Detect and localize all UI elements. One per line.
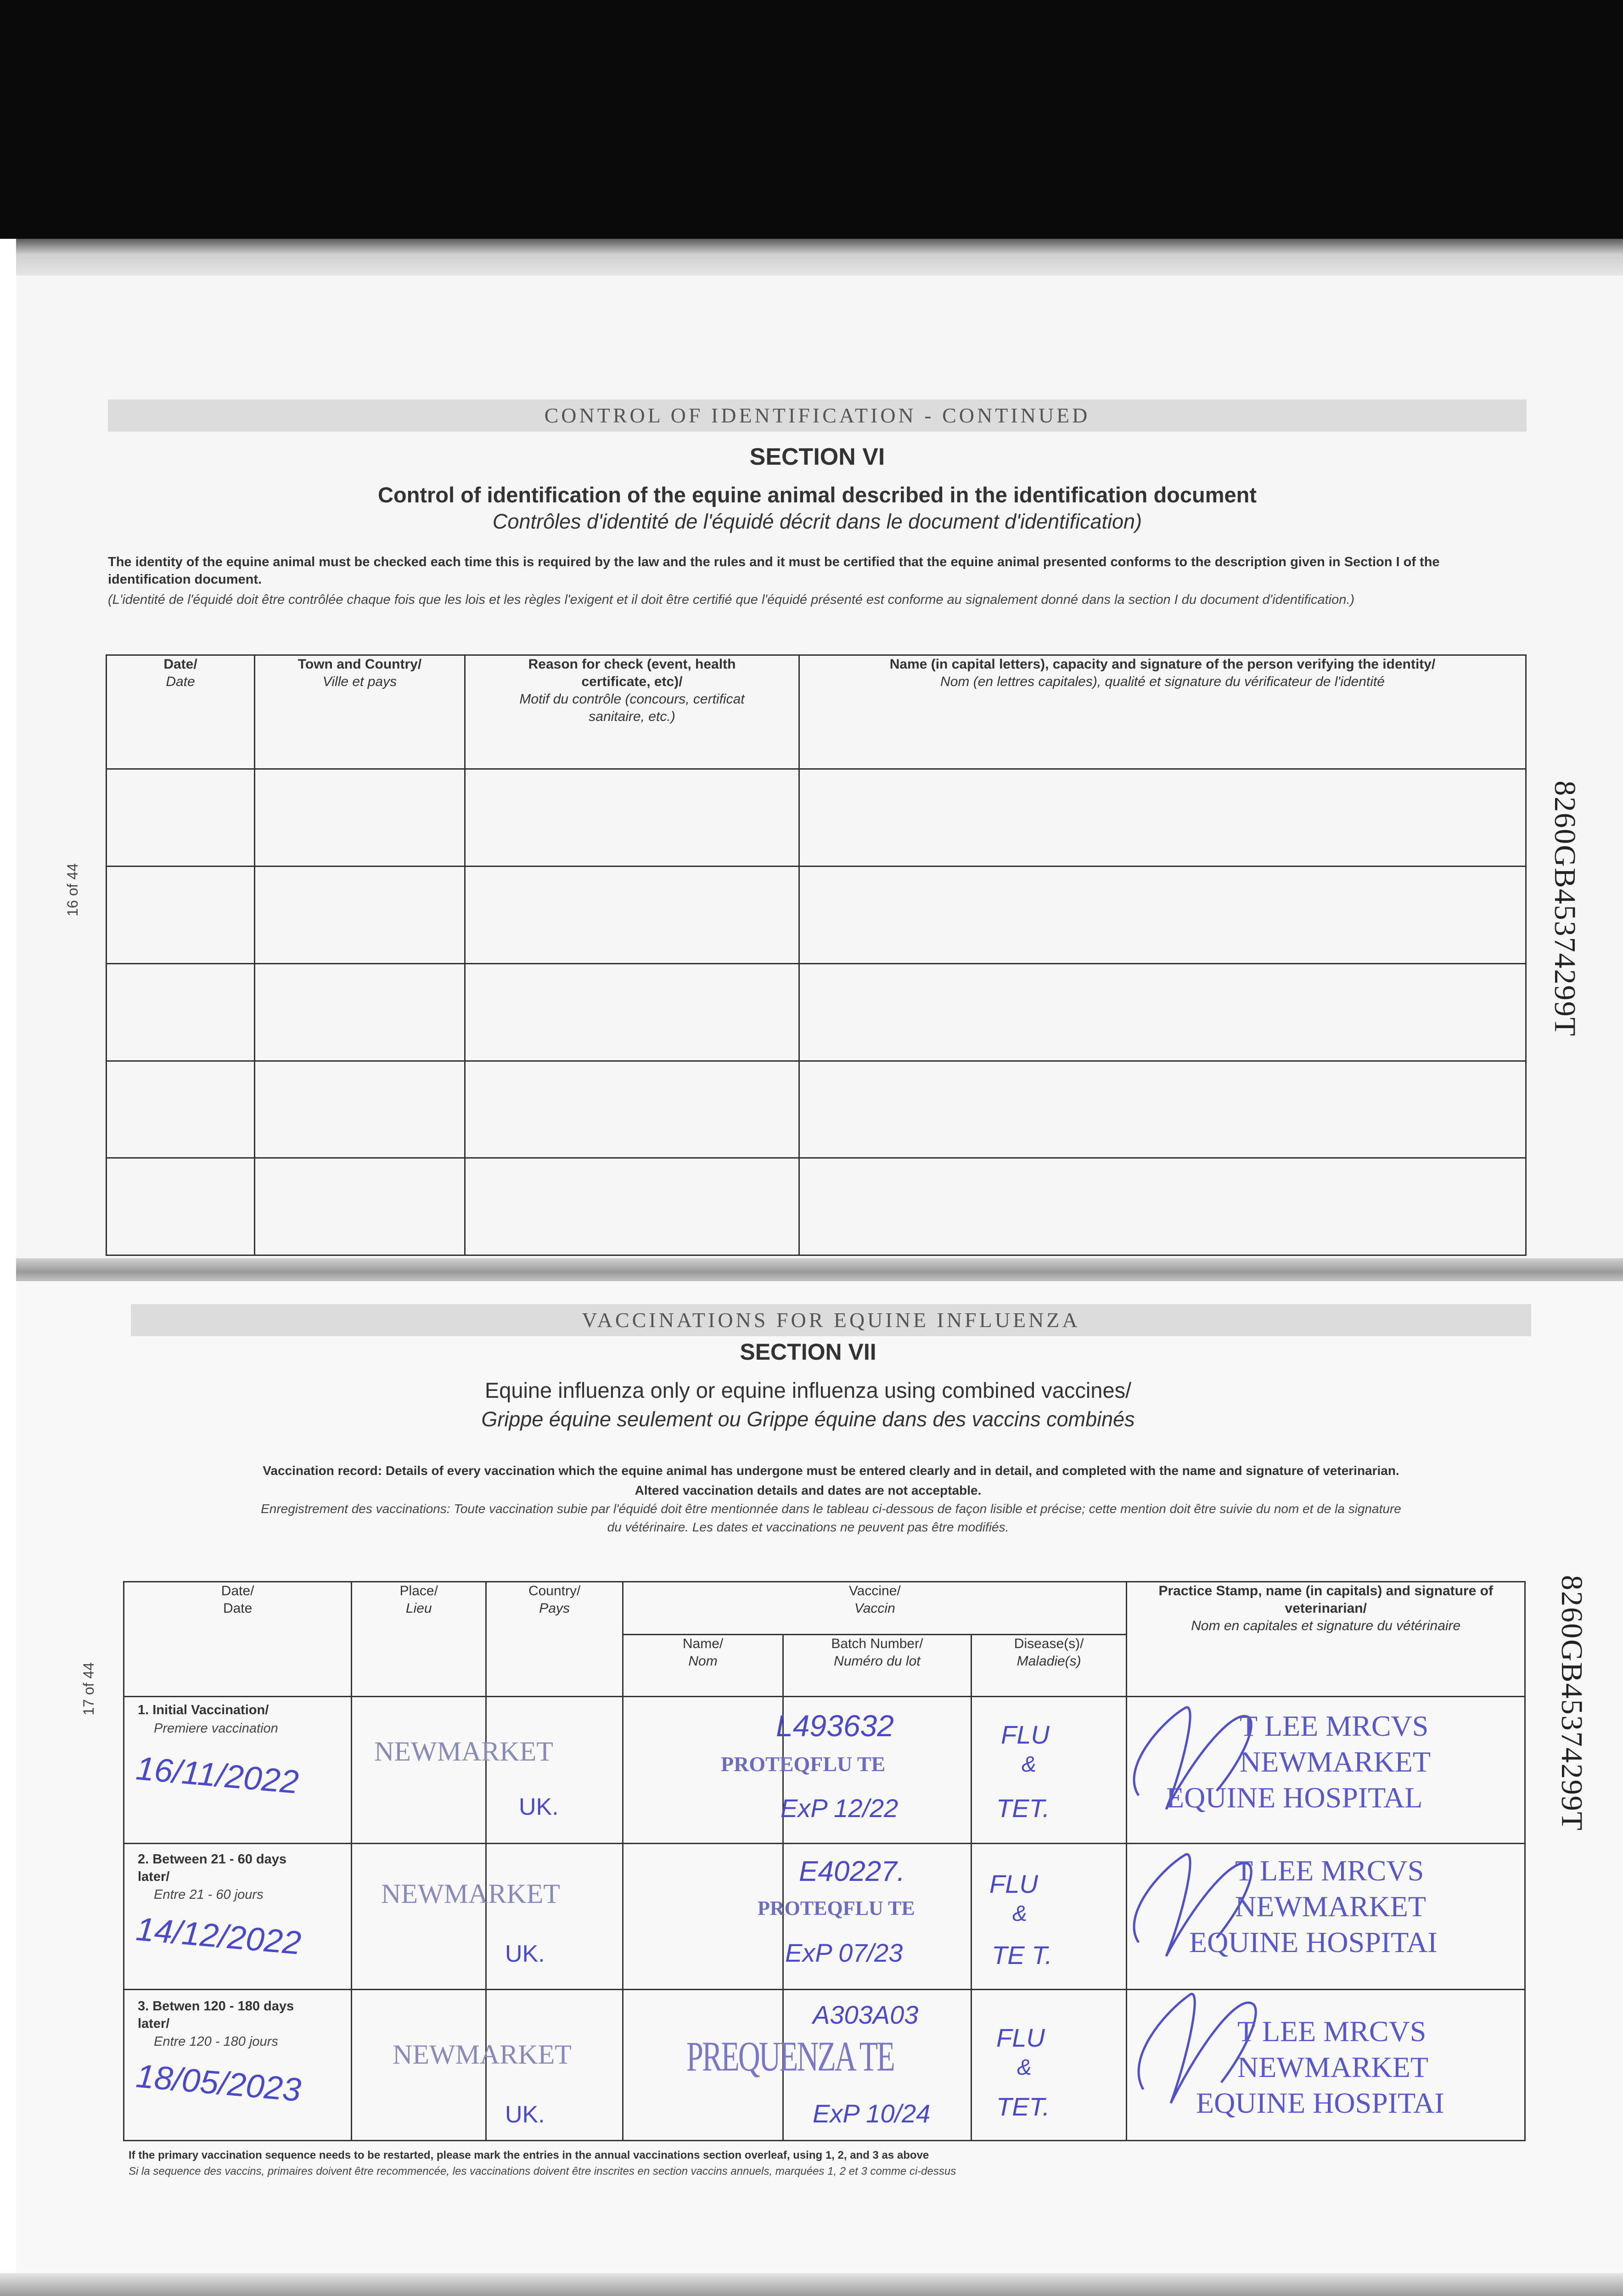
col-disease-header: Disease(s)/ Maladie(s) [971,1635,1127,1697]
section-6-intro-en: The identity of the equine animal must be checked each time this is required by the law and the rules and it must be certified that the equine animal presented conforms to the description given in Section I of the identification document. [108,555,1440,587]
section-6-intro-fr: (L'identité de l'équidé doit être contrôlée chaque fois que les lois et les règles l'exigent et il doit être certifié que l'équidé présenté est conforme au signalement donné dans la section I du document d'identification.) [108,592,1355,607]
col-country-header: Country/ Pays [486,1582,623,1697]
section-7-band: VACCINATIONS FOR EQUINE INFLUENZA [131,1304,1531,1336]
row-2-disease-2: & [1012,1902,1028,1926]
stamp-line: T LEE MRCVS [1240,1710,1429,1742]
section-6-subtitle-fr: Contrôles d'identité de l'équidé décrit dans le document d'identification) [492,510,1142,533]
table-cell[interactable] [799,963,1526,1061]
table-cell[interactable] [255,1061,465,1158]
page-number-17: 17 of 44 [80,1662,97,1716]
book-edge-top [16,239,1623,278]
table-cell[interactable] [465,1061,799,1158]
row-2-label-en: 2. Between 21 - 60 days later/ [138,1852,286,1884]
section-7-subtitle-en: Equine influenza only or equine influenza using combined vaccines/ [484,1378,1132,1402]
stamp-line: T LEE MRCVS [1235,1854,1424,1887]
row-2-place: NEWMARKET [381,1879,560,1909]
stamp-line: EQUINE HOSPITAI [1196,2087,1444,2119]
table-cell[interactable] [352,1844,486,1990]
table-cell[interactable] [352,1697,486,1844]
row-1-date: 16/11/2022 [134,1750,300,1801]
section-6-band: CONTROL OF IDENTIFICATION - CONTINUED [108,400,1527,432]
table-cell[interactable] [107,769,255,867]
section-7-footer-en: If the primary vaccination sequence needs to be restarted, please mark the entries in the annual vaccinations section overleaf, using 1, 2, and 3 as above [129,2149,929,2161]
section-6-title: SECTION VI [749,444,885,470]
table-cell[interactable] [799,769,1526,867]
row-3-disease-3: TET. [996,2092,1050,2121]
col-place-header: Place/ Lieu [352,1582,486,1697]
row-3-label-fr: Entre 120 - 180 jours [154,2034,278,2049]
col-stamp-header: Practice Stamp, name (in capitals) and signature of veterinarian/ Nom en capitales et signature du vétérinaire [1127,1582,1525,1697]
row-3-date: 18/05/2023 [134,2057,303,2109]
row-2-disease-3: TE T. [992,1941,1052,1970]
row-2-label-fr: Entre 21 - 60 jours [154,1887,264,1902]
table-cell[interactable] [107,867,255,964]
row-1-disease-2: & [1022,1752,1037,1777]
scan-background-top [0,0,1623,239]
row-2-stamp [1189,1853,1438,1960]
col-name-header: Name/ Nom [623,1635,783,1697]
row-1-stamp [1166,1708,1431,1816]
section-7-record-fr: Enregistrement des vaccinations: Toute vaccination subie par l'équidé doit être mentionnée dans le tableau ci-dessous de façon lisible et précise; cette mention doit être suivie du nom et de la signature [261,1502,1401,1516]
table-cell[interactable] [465,1158,799,1255]
row-3-disease-2: & [1017,2055,1032,2080]
row-3-expiry: ExP 10/24 [813,2099,931,2128]
row-1-batch: L493632 [776,1709,894,1743]
row-2-expiry: ExP 07/23 [785,1938,903,1967]
section-7-footer-fr: Si la sequence des vaccins, primaires doivent être recommencée, les vaccinations doivent être inscrites en section vaccins annuels, marquées 1, 2 et 3 comme ci-dessus [129,2165,956,2178]
col-date-header: Date/ Date [107,655,255,769]
stamp-line: NEWMARKET [1237,2051,1428,2083]
table-cell[interactable] [799,1061,1526,1158]
row-3-batch: A303A03 [813,2000,919,2029]
stamp-line: NEWMARKET [1235,1890,1426,1923]
table-cell[interactable] [255,963,465,1061]
row-3-place: NEWMARKET [393,2039,572,2070]
row-3-country: UK. [505,2101,545,2128]
side-id-number-top: 8260GB45374299T [1548,781,1582,1037]
section-6-subtitle-en: Control of identification of the equine animal described in the identification document [377,483,1257,507]
col-date-header: Date/ Date [124,1582,352,1697]
col-batch-header: Batch Number/ Numéro du lot [783,1635,971,1697]
table-cell[interactable] [255,1158,465,1255]
page-number-16: 16 of 44 [64,863,81,917]
stamp-line: NEWMARKET [1240,1745,1431,1778]
identification-check-table [106,654,1527,1256]
table-cell[interactable] [799,867,1526,964]
col-reason-header: Reason for check (event, health certificate, etc)/ Motif du contrôle (concours, certificat sanitaire, etc.) [465,655,799,769]
row-3-label-en: 3. Betwen 120 - 180 days later/ [138,1999,294,2031]
row-1-place: NEWMARKET [374,1736,553,1767]
section-7-record-en: Vaccination record: Details of every vaccination which the equine animal has undergone must be entered clearly and in detail, and completed with the name and signature of veterinarian. [263,1463,1399,1478]
row-2-date: 14/12/2022 [134,1910,303,1962]
row-3-disease-1: FLU [996,2023,1045,2052]
row-2-vaccine-name: PROTEQFLU TE [758,1897,915,1919]
table-cell[interactable] [255,769,465,867]
row-2-batch: E40227. [799,1856,905,1887]
col-town-header: Town and Country/ Ville et pays [255,655,465,769]
section-7-subtitle-fr: Grippe équine seulement ou Grippe équine dans des vaccins combinés [481,1407,1135,1431]
table-cell[interactable] [799,1158,1526,1255]
row-1-expiry: ExP 12/22 [781,1794,899,1823]
table-cell[interactable] [255,867,465,964]
section-7-record-en-2: Altered vaccination details and dates are not acceptable. [635,1483,982,1497]
row-2-disease-1: FLU [989,1869,1038,1898]
row-1-disease-1: FLU [1001,1720,1050,1749]
table-cell[interactable] [465,867,799,964]
table-cell[interactable] [107,963,255,1061]
table-cell[interactable] [107,1158,255,1255]
table-cell[interactable] [107,1061,255,1158]
table-cell[interactable] [465,963,799,1061]
stamp-line: EQUINE HOSPITAI [1189,1926,1438,1958]
col-verifier-header: Name (in capital letters), capacity and signature of the person verifying the identity/ Nom (en lettres capitales), qualité et signature du vérificateur de l'identité [799,655,1526,769]
side-id-number-bottom: 8260GB45374299T [1555,1575,1589,1831]
row-3-vaccine-name: PREQUENZA TE [686,2033,894,2080]
stamp-line: T LEE MRCVS [1237,2015,1426,2048]
book-edge-bottom [0,2273,1623,2296]
table-cell[interactable] [465,769,799,867]
row-1-disease-3: TET. [996,1794,1050,1823]
table-cell[interactable] [486,1697,623,1844]
row-3-stamp [1196,2014,1444,2121]
section-7-record-fr-2: du vétérinaire. Les dates et vaccinations ne peuvent pas être modifiés. [607,1520,1009,1534]
row-2-country: UK. [505,1941,545,1967]
row-1-vaccine-name: PROTEQFLU TE [721,1752,886,1776]
stamp-line: EQUINE HOSPITAL [1166,1781,1423,1814]
row-1-country: UK. [519,1794,559,1820]
col-vaccine-header: Vaccine/ Vaccin [623,1582,1127,1635]
section-7-title: SECTION VII [740,1339,876,1365]
row-1-label-en: 1. Initial Vaccination/ [138,1703,269,1717]
row-1-label-fr: Premiere vaccination [154,1721,278,1736]
